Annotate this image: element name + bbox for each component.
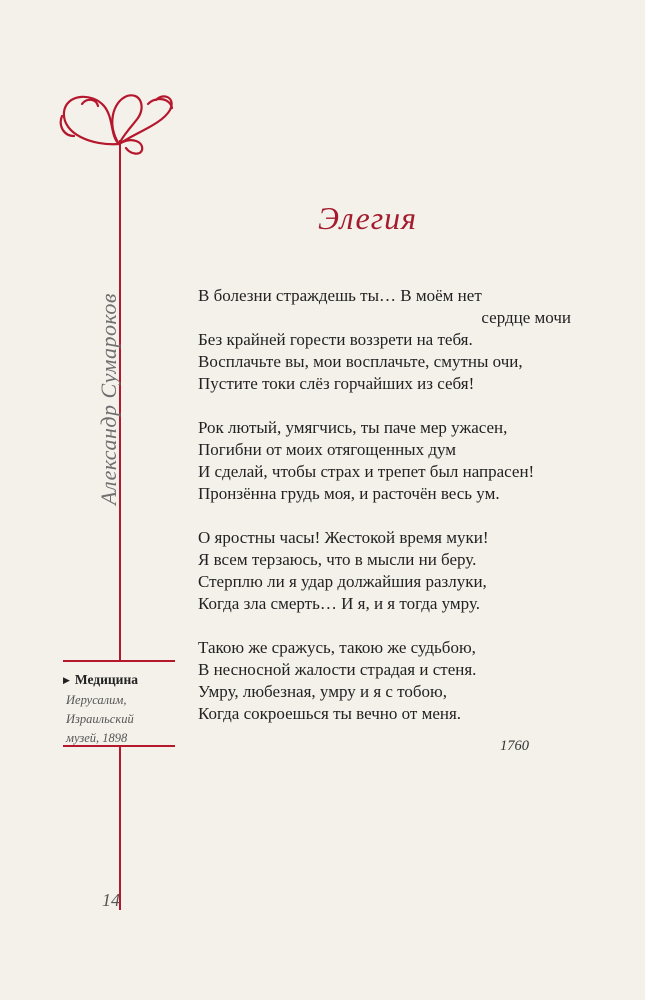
triangle-right-icon: ▶ <box>63 674 70 685</box>
poem-line: сердце мочи <box>481 308 571 327</box>
poem-body <box>198 285 598 747</box>
poem-line: Когда сокроешься ты вечно от меня. <box>198 704 462 723</box>
poem-line: В болезни страждешь ты… В моём нет <box>198 286 482 305</box>
poem-line: Без крайней горести воззрети на тебя. <box>198 330 473 349</box>
stanza <box>198 417 598 505</box>
poem-line: В несносной жалости страдая и стеня. <box>198 660 477 679</box>
caption-title: ▶ Медицина <box>63 672 138 687</box>
book-page: Александр Сумароков ▶ Медицина Иерусалим, Израильский музей, 1898 14 Элегия В болезни страждешь ты… В моём нет сердце мочи Без крайней горести воззрети на тебя. Восплачьте вы, мои восплачьте, смутны очи, Пустите токи слёз горчайших из себя! Рок лютый, умягчись, ты паче мер ужасен, Погибни от моих отягощенных дум И сделай, чтобы страх и трепет был напрасен! Пронзённа грудь моя, и расточён весь ум. О яростны часы! Жестокой время муки! Я всем терзаюсь, что в мысли ни беру. Стерплю ли я удар должайшия разлуки, Когда зла смерть… И я, и я тогда умру. Такою же сражусь, такою же судьбою, В несносной жалости страдая и стеня. Умру, любезная, умру и я с тобою, Когда сокроешься ты вечно от меня. 1760 <box>0 0 645 1000</box>
poem-line: Я всем терзаюсь, что в мысли ни беру. <box>198 550 477 569</box>
poem-line: И сделай, чтобы страх и трепет был напрасен! <box>198 462 535 481</box>
poem-line: Умру, любезная, умру и я с тобою, <box>198 682 447 701</box>
stanza <box>198 637 598 725</box>
poem-line: Восплачьте вы, мои восплачьте, смутны очи, <box>198 352 523 371</box>
poem-line: Погибни от моих отягощенных дум <box>198 440 457 459</box>
poem-line: Такою же сражусь, такою же судьбою, <box>198 638 476 657</box>
poem-line: Пустите токи слёз горчайших из себя! <box>198 374 475 393</box>
caption-bottom-rule <box>63 745 175 747</box>
page-number: 14 <box>102 890 120 910</box>
poem-line: Когда зла смерть… И я, и я тогда умру. <box>198 594 481 613</box>
poem-line: Рок лютый, умягчись, ты паче мер ужасен, <box>198 418 508 437</box>
poem-title: Элегия <box>318 200 418 236</box>
poem-line: Стерплю ли я удар должайшия разлуки, <box>198 572 487 591</box>
flourish-ornament-icon <box>52 84 182 156</box>
caption-details: Иерусалим, Израильский музей, 1898 <box>66 693 134 745</box>
illustration-caption <box>63 672 173 748</box>
poem-year: 1760 <box>500 738 529 754</box>
poem-line: О яростны часы! Жестокой время муки! <box>198 528 489 547</box>
caption-top-rule <box>63 660 175 662</box>
stanza <box>198 527 598 615</box>
stanza <box>198 285 598 395</box>
poem-line: Пронзённа грудь моя, и расточён весь ум. <box>198 484 500 503</box>
margin-rule-bottom <box>119 745 121 910</box>
